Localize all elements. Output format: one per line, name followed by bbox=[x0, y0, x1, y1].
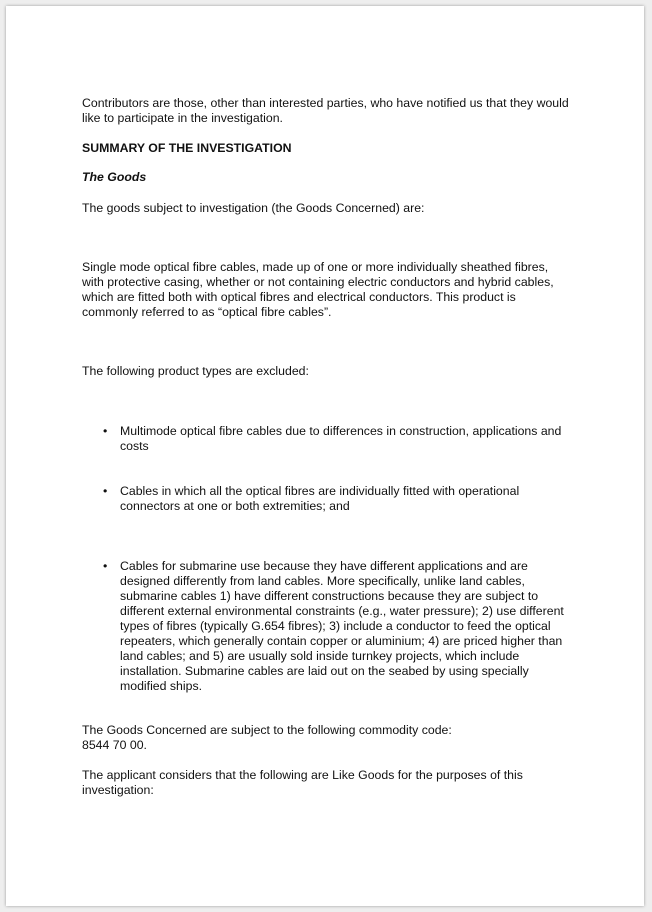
summary-heading: SUMMARY OF THE INVESTIGATION bbox=[82, 141, 292, 155]
excluded-item-connectors: Cables in which all the optical fibres are individually fitted with operational connectors at one or both extremities; and bbox=[120, 484, 520, 513]
document-page bbox=[6, 6, 644, 906]
like-goods-paragraph: The applicant considers that the following are Like Goods for the purposes of this investigation: bbox=[82, 768, 523, 797]
excluded-item-submarine: Cables for submarine use because they have different applications and are designed differently from land cables. More specifically, unlike land cables, submarine cables 1) have different constructions because they are subject to different external environmental constraints (e.g., water pressure); 2) use different types of fibres (typically G.654 fibres); 3) include a conductor to feed the optical repeaters, which generally contain copper or aluminium; 4) are priced higher than land cables; and 5) are usually sold inside turnkey projects, which include installation. Submarine cables are laid out on the seabed by using specially modified ships. bbox=[120, 559, 564, 693]
excluded-item-multimode: Multimode optical fibre cables due to differences in construction, applications and costs bbox=[120, 424, 562, 453]
commodity-intro-paragraph: The Goods Concerned are subject to the following commodity code: bbox=[82, 723, 452, 737]
goods-intro-paragraph: The goods subject to investigation (the Goods Concerned) are: bbox=[82, 201, 425, 215]
bullet-marker: • bbox=[103, 559, 108, 573]
excluded-intro-paragraph: The following product types are excluded: bbox=[82, 364, 309, 378]
bullet-marker: • bbox=[103, 484, 108, 498]
goods-description-paragraph: Single mode optical fibre cables, made up of one or more individually sheathed fibres, with protective casing, whether or not containing electric conductors and hybrid cables, which are fitted both with optical fibres and electrical conductors. This product is commonly referred to as “optical fibre cables”. bbox=[82, 260, 554, 319]
bullet-marker: • bbox=[103, 424, 108, 438]
commodity-code: 8544 70 00. bbox=[82, 738, 147, 752]
goods-subheading: The Goods bbox=[82, 170, 147, 184]
contributors-paragraph: Contributors are those, other than interested parties, who have notified us that they would like to participate in the investigation. bbox=[82, 96, 569, 125]
